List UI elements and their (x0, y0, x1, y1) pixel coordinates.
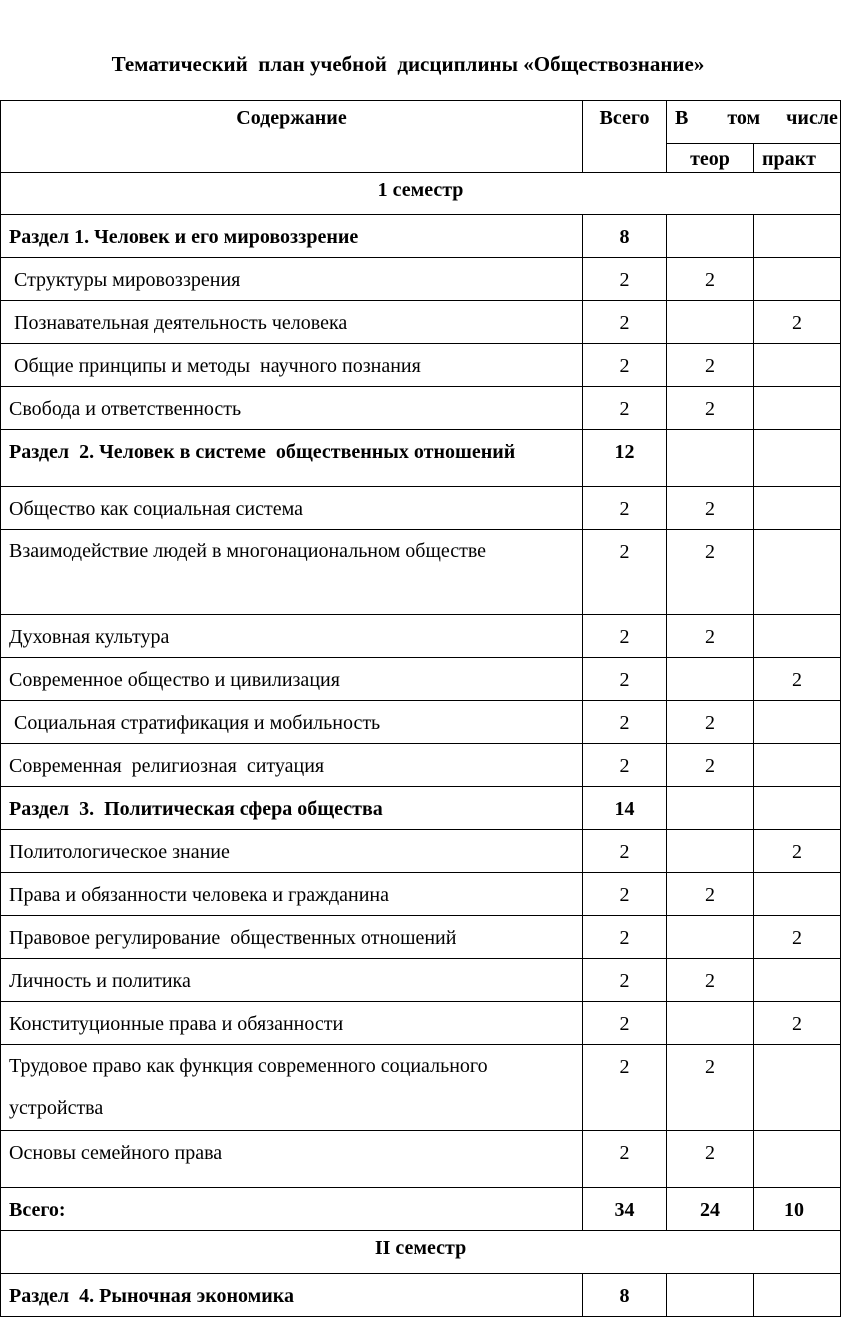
row-practice (754, 1045, 841, 1131)
table-row (1, 1131, 841, 1188)
row-theory: 2 (667, 387, 754, 430)
table-row (1, 873, 841, 916)
row-content: Структуры мировоззрения (1, 258, 583, 301)
row-content: Современная религиозная ситуация (1, 744, 583, 787)
row-total: 2 (583, 959, 667, 1002)
row-total: 2 (583, 830, 667, 873)
row-content: Раздел 1. Человек и его мировоззрение (1, 215, 583, 258)
table-row (1, 744, 841, 787)
row-theory: 2 (667, 1045, 754, 1131)
row-theory: 2 (667, 701, 754, 744)
semester-label: II семестр (1, 1231, 841, 1274)
row-practice (754, 873, 841, 916)
row-practice (754, 487, 841, 530)
row-content: Политологическое знание (1, 830, 583, 873)
table-row (1, 615, 841, 658)
row-theory (667, 916, 754, 959)
header-total: Всего (583, 101, 667, 173)
row-content: Раздел 3. Политическая сфера общества (1, 787, 583, 830)
row-content: Духовная культура (1, 615, 583, 658)
row-practice: 2 (754, 916, 841, 959)
row-total: 2 (583, 387, 667, 430)
row-theory: 2 (667, 258, 754, 301)
row-total: 2 (583, 701, 667, 744)
row-content: Свобода и ответственность (1, 387, 583, 430)
row-content: Личность и политика (1, 959, 583, 1002)
table-header-row (1, 101, 841, 144)
table-row (1, 530, 841, 615)
semester-row (1, 1231, 841, 1274)
row-practice (754, 387, 841, 430)
row-practice: 10 (754, 1188, 841, 1231)
row-total: 34 (583, 1188, 667, 1231)
row-total: 2 (583, 1131, 667, 1188)
row-theory: 2 (667, 1131, 754, 1188)
row-content: Раздел 4. Рыночная экономика (1, 1274, 583, 1317)
row-total: 12 (583, 430, 667, 487)
row-content: Современное общество и цивилизация (1, 658, 583, 701)
row-practice (754, 959, 841, 1002)
row-content: Общие принципы и методы научного познания (1, 344, 583, 387)
row-practice: 2 (754, 301, 841, 344)
row-practice (754, 530, 841, 615)
row-content: Трудовое право как функция современного социального устройства (1, 1045, 583, 1131)
row-content: Общество как социальная система (1, 487, 583, 530)
row-total: 2 (583, 344, 667, 387)
table-row (1, 258, 841, 301)
row-practice (754, 258, 841, 301)
table-row (1, 701, 841, 744)
table-row (1, 830, 841, 873)
table-row (1, 1045, 841, 1131)
row-practice (754, 1131, 841, 1188)
row-practice (754, 344, 841, 387)
row-total: 2 (583, 873, 667, 916)
table-row (1, 1274, 841, 1317)
row-total: 2 (583, 658, 667, 701)
row-total: 8 (583, 215, 667, 258)
row-theory (667, 301, 754, 344)
row-content: Основы семейного права (1, 1131, 583, 1188)
row-content: Правовое регулирование общественных отношений (1, 916, 583, 959)
row-theory (667, 1002, 754, 1045)
row-practice (754, 430, 841, 487)
row-theory (667, 787, 754, 830)
table-row (1, 301, 841, 344)
row-theory: 2 (667, 344, 754, 387)
row-total: 2 (583, 487, 667, 530)
row-content: Конституционные права и обязанности (1, 1002, 583, 1045)
row-theory: 24 (667, 1188, 754, 1231)
header-practice: практ (754, 144, 841, 173)
row-total: 2 (583, 615, 667, 658)
row-theory (667, 430, 754, 487)
row-practice: 2 (754, 830, 841, 873)
row-theory: 2 (667, 487, 754, 530)
row-total: 8 (583, 1274, 667, 1317)
row-practice (754, 744, 841, 787)
row-content: Всего: (1, 1188, 583, 1231)
row-theory (667, 215, 754, 258)
thematic-plan-table (0, 100, 841, 1317)
row-practice: 2 (754, 1002, 841, 1045)
row-total: 14 (583, 787, 667, 830)
document-title: Тематический план учебной дисциплины «Обществознание» (111, 52, 705, 76)
row-theory: 2 (667, 615, 754, 658)
row-practice (754, 615, 841, 658)
row-total: 2 (583, 744, 667, 787)
table-row (1, 430, 841, 487)
table-row (1, 916, 841, 959)
row-practice (754, 701, 841, 744)
table-row (1, 387, 841, 430)
row-theory (667, 1274, 754, 1317)
row-practice (754, 215, 841, 258)
row-content: Познавательная деятельность человека (1, 301, 583, 344)
table-row (1, 487, 841, 530)
row-theory (667, 658, 754, 701)
row-total: 2 (583, 258, 667, 301)
row-theory (667, 830, 754, 873)
row-theory: 2 (667, 959, 754, 1002)
header-content: Содержание (1, 101, 583, 173)
row-theory: 2 (667, 530, 754, 615)
table-row (1, 1002, 841, 1045)
semester-label: 1 семестр (1, 173, 841, 215)
row-total: 2 (583, 1045, 667, 1131)
row-content: Взаимодействие людей в многонациональном обществе (1, 530, 583, 615)
row-total: 2 (583, 301, 667, 344)
header-including: В том числе (667, 101, 841, 144)
row-total: 2 (583, 1002, 667, 1045)
row-theory: 2 (667, 744, 754, 787)
table-row (1, 658, 841, 701)
row-total: 2 (583, 530, 667, 615)
row-theory: 2 (667, 873, 754, 916)
row-practice (754, 1274, 841, 1317)
header-theory: теор (667, 144, 754, 173)
table-row (1, 215, 841, 258)
row-content: Раздел 2. Человек в системе общественных отношений (1, 430, 583, 487)
row-total: 2 (583, 916, 667, 959)
row-practice (754, 787, 841, 830)
table-row (1, 787, 841, 830)
row-content: Социальная стратификация и мобильность (1, 701, 583, 744)
semester-row (1, 173, 841, 215)
total-row (1, 1188, 841, 1231)
row-content: Права и обязанности человека и гражданина (1, 873, 583, 916)
row-practice: 2 (754, 658, 841, 701)
table-row (1, 959, 841, 1002)
table-row (1, 344, 841, 387)
